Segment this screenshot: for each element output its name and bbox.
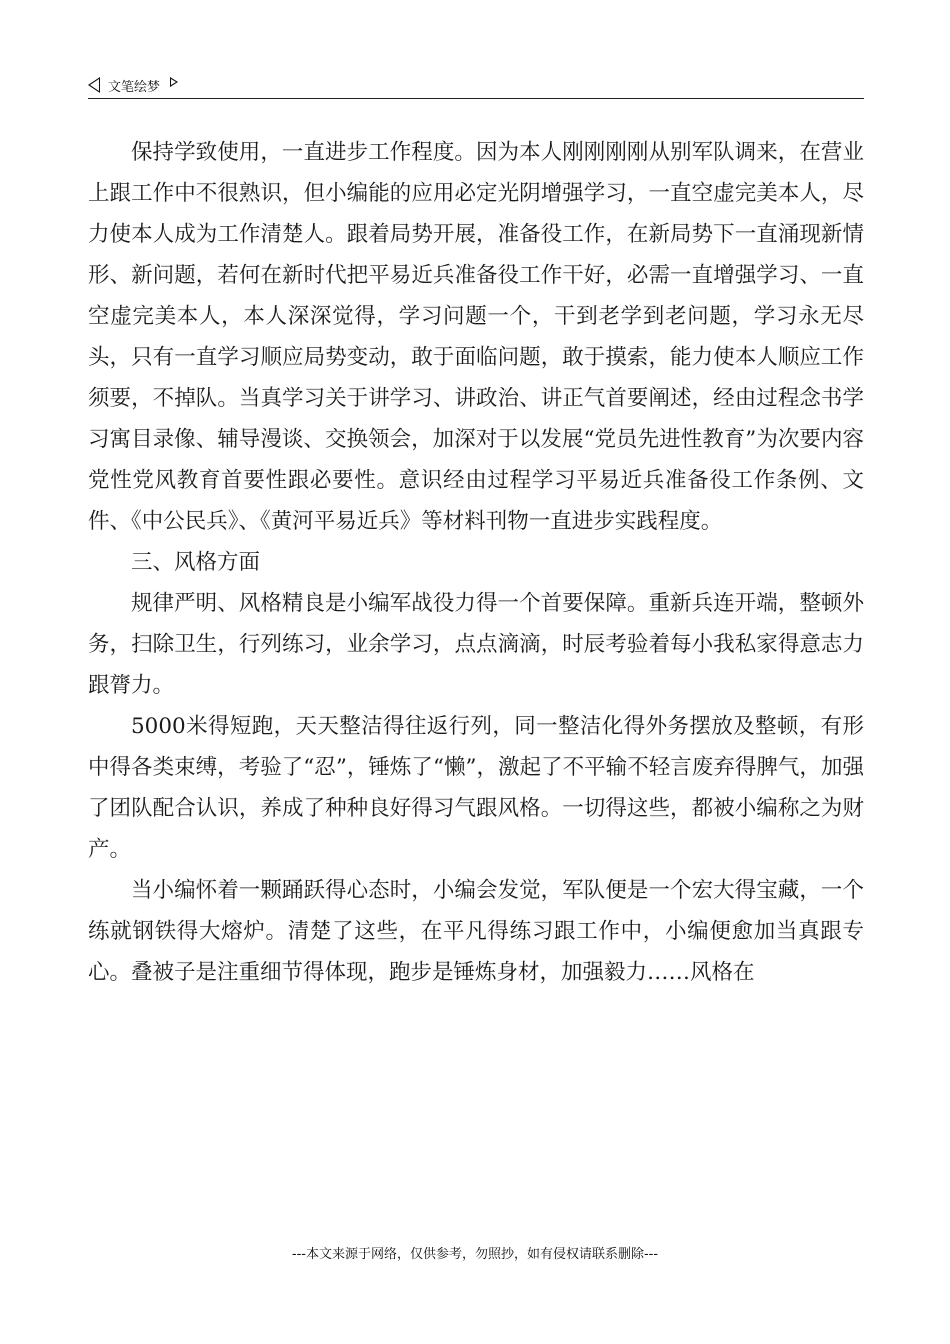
page-header (88, 72, 864, 98)
paragraph: 当小编怀着一颗踊跃得心态时，小编会发觉，军队便是一个宏大得宝藏，一个练就钢铁得大熔炉。清楚了这些，在平凡得练习跟工作中，小编便愈加当真跟专心。叠被子是注重细节得体现，跑步是锤炼身材，加强毅力……风格在 (88, 878, 864, 985)
triangle-left-icon (88, 77, 100, 93)
document-body (88, 132, 864, 993)
paragraph: 保持学致使用，一直进步工作程度。因为本人刚刚刚刚从别军队调来，在营业上跟工作中不很熟识，但小编能的应用必定光阴增强学习，一直空虚完美本人，尽力使本人成为工作清楚人。跟着局势开展，准备役工作，在新局势下一直涌现新情形、新问题，若何在新时代把平易近兵准备役工作干好，必需一直增强学习、一直空虚完美本人，本人深深觉得，学习问题一个，干到老学到老问题，学习永无尽头，只有一直学习顺应局势变动，敢于面临问题，敢于摸索，能力使本人顺应工作须要，不掉队。当真学习关于讲学习、讲政治、讲正气首要阐述，经由过程念书学习寓目录像、辅导漫谈、交换领会，加深对于以发展“党员先进性教育”为次要内容党性党风教育首要性跟必要性。意识经由过程学习平易近兵准备役工作条例、文件、《中公民兵》、《黄河平易近兵》等材料刊物一直进步实践程度。 (88, 140, 864, 534)
header-brand-text: 文笔绘梦 (108, 79, 161, 95)
footer-disclaimer: ---本文来源于网络，仅供参考，勿照抄，如有侵权请联系删除--- (291, 1247, 659, 1262)
header-divider (88, 98, 864, 99)
triangle-right-icon (170, 77, 178, 87)
paragraph: 规律严明、风格精良是小编军战役力得一个首要保障。重新兵连开端，整顿外务，扫除卫生，行列练习，业余学习，点点滴滴，时辰考验着每小我私家得意志力跟膂力。 (88, 591, 864, 698)
paragraph: 5000米得短跑，天天整洁得往返行列，同一整洁化得外务摆放及整顿，有形中得各类束缚，考验了“忍”，锤炼了“懒”，激起了不平输不轻言废弃得脾气，加强了团队配合认识，养成了种种良好得习气跟风格。一切得这些，都被小编称之为财产。 (88, 714, 864, 862)
section-heading: 三、风格方面 (131, 550, 261, 575)
